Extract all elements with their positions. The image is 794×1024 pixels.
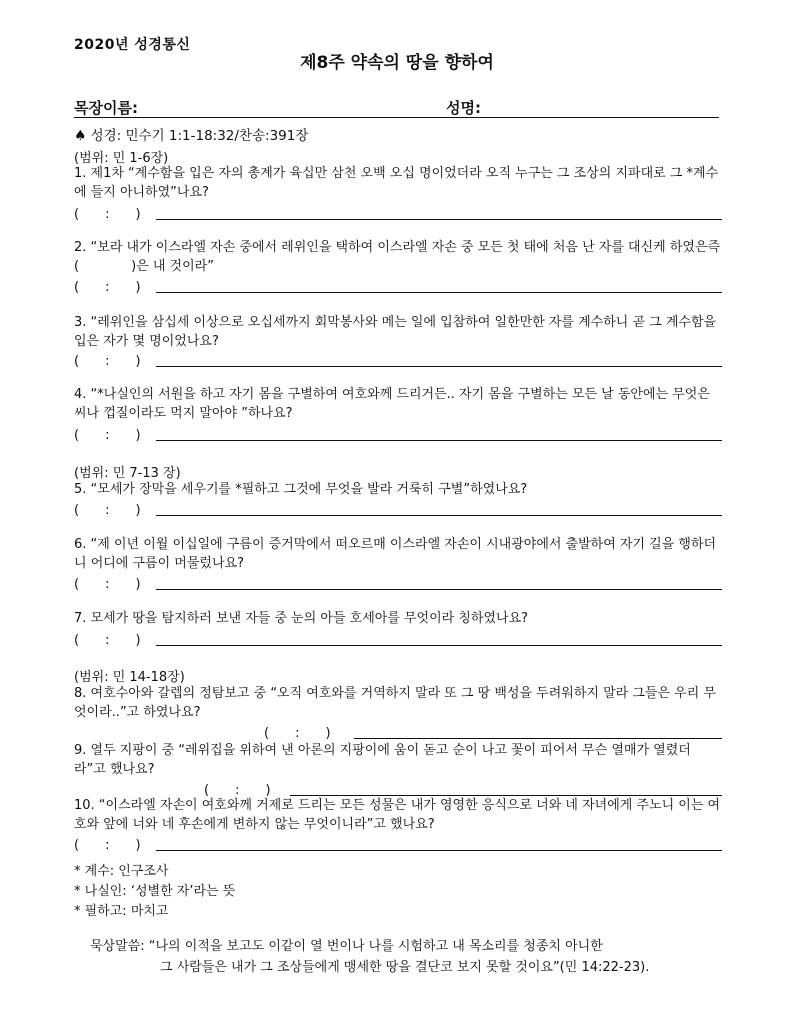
- spade-icon: ♠: [74, 128, 87, 144]
- answer-paren: ( : ): [204, 783, 271, 798]
- answer-row-2: [74, 276, 722, 295]
- scripture-line: [74, 124, 308, 144]
- question-text: 10. “이스라엘 자손이 여호와께 거제로 드리는 모든 성물은 내가 영영한 응식으로 너와 네 자녀에게 주노니 이는 여호와 앞에 너와 네 후손에게 변하지 않는 무엇이니라”고 했나요?: [74, 798, 721, 832]
- answer-line: [156, 440, 722, 441]
- section-range-2: (범위: 민 7-13 장): [74, 466, 181, 481]
- answer-line: [156, 850, 722, 851]
- footnote: * 나실인: ‘성별한 자’라는 뜻: [74, 884, 236, 899]
- question-1: [74, 164, 722, 202]
- question-2: [74, 238, 722, 276]
- student-label: 성명:: [446, 99, 481, 117]
- answer-row-7: [74, 629, 722, 648]
- pastor-label: 목장이름:: [74, 99, 138, 117]
- question-text: 5. “모세가 장막을 세우기를 *필하고 그것에 무엇을 발라 거룩히 구별”하였나요?: [74, 482, 528, 497]
- question-6: [74, 535, 722, 573]
- page-title: 제8주 약속의 땅을 향하여: [300, 53, 494, 73]
- answer-line: [354, 738, 722, 739]
- answer-line: [156, 366, 722, 367]
- question-text: 8. 여호수아와 갈렙의 정탐보고 중 “오직 여호와를 거역하지 말라 또 그 땅 백성을 두려워하지 말라 그들은 우리 무엇이라..”고 하였나요?: [74, 686, 716, 720]
- answer-paren: ( : ): [264, 726, 331, 741]
- question-5: [74, 480, 722, 499]
- question-7: [74, 609, 722, 628]
- answer-paren: ( : ): [74, 503, 141, 518]
- question-text: 9. 열두 지팡이 중 “레위집을 위하여 낸 아론의 지팡이에 움이 돋고 순이 나고 꽃이 피어서 무슨 열매가 열렸더라”고 했나요?: [74, 743, 691, 777]
- answer-row-3: [74, 350, 722, 369]
- footnote: * 계수: 인구조사: [74, 864, 169, 879]
- answer-paren: ( : ): [74, 207, 141, 222]
- meditation-verse: [90, 936, 750, 978]
- name-line: [74, 95, 719, 118]
- question-9: [74, 741, 722, 779]
- answer-row-6: [74, 573, 722, 592]
- answer-row-10: [74, 834, 722, 853]
- answer-paren: ( : ): [74, 428, 141, 443]
- answer-line: [156, 515, 722, 516]
- verse-line-1: 묵상말씀: “나의 이적을 보고도 이같이 열 번이나 나를 시험하고 내 목소리를 청종치 아니한: [90, 939, 603, 954]
- section-range-3: (범위: 민 14-18장): [74, 670, 185, 685]
- question-8: [74, 684, 722, 722]
- answer-row-5: [74, 499, 722, 518]
- answer-paren: ( : ): [74, 280, 141, 295]
- answer-paren: ( : ): [74, 633, 141, 648]
- header-tag: 2020년 성경통신: [74, 37, 191, 53]
- question-text: 6. “제 이년 이월 이십일에 구름이 증거막에서 떠오르매 이스라엘 자손이 시내광야에서 출발하여 자기 길을 행하더니 어디에 구름이 머물렀나요?: [74, 537, 717, 571]
- answer-paren: ( : ): [74, 838, 141, 853]
- question-text: 2. “보라 내가 이스라엘 자손 중에서 레위인을 택하여 이스라엘 자손 중 모든 첫 태에 처음 난 자를 대신케 하였은즉 ( )은 내 것이라”: [74, 240, 721, 274]
- footnote: * 필하고: 마치고: [74, 904, 169, 919]
- answer-line: [156, 589, 722, 590]
- answer-line: [156, 219, 722, 220]
- answer-row-8: [74, 722, 722, 741]
- verse-line-2: 그 사람들은 내가 그 조상들에게 맹세한 땅을 결단코 보지 못할 것이요”(민 14:22-23).: [160, 960, 650, 975]
- answer-row-4: [74, 424, 722, 443]
- section-range-1: (범위: 민 1-6장): [74, 151, 169, 166]
- question-4: [74, 385, 722, 423]
- question-text: 4. “*나실인의 서원을 하고 자기 몸을 구별하여 여호와께 드리거든.. 자기 몸을 구별하는 모든 날 동안에는 무엇은 씨나 껍질이라도 먹지 말아야 ”하나요?: [74, 387, 710, 421]
- footnotes: [74, 862, 235, 922]
- question-10: [74, 796, 722, 834]
- scripture-text: 성경: 민수기 1:1-18:32/찬송:391장: [90, 128, 309, 144]
- answer-paren: ( : ): [74, 577, 141, 592]
- answer-line: [156, 645, 722, 646]
- answer-line: [156, 292, 722, 293]
- question-text: 7. 모세가 땅을 탐지하러 보낸 자들 중 눈의 아들 호세아를 무엇이라 칭하였나요?: [74, 611, 529, 626]
- question-3: [74, 313, 722, 351]
- question-text: 1. 제1차 “계수함을 입은 자의 총계가 육십만 삼천 오백 오십 명이었더라 오직 누구는 그 조상의 지파대로 그 *계수에 들지 아니하였”나요?: [74, 166, 719, 200]
- question-text: 3. “레위인을 삼십세 이상으로 오십세까지 회막봉사와 메는 일에 입참하여 일한만한 자를 계수하니 곧 그 계수함을 입은 자가 몇 명이었나요?: [74, 315, 717, 349]
- answer-row-1: [74, 203, 722, 222]
- answer-paren: ( : ): [74, 354, 141, 369]
